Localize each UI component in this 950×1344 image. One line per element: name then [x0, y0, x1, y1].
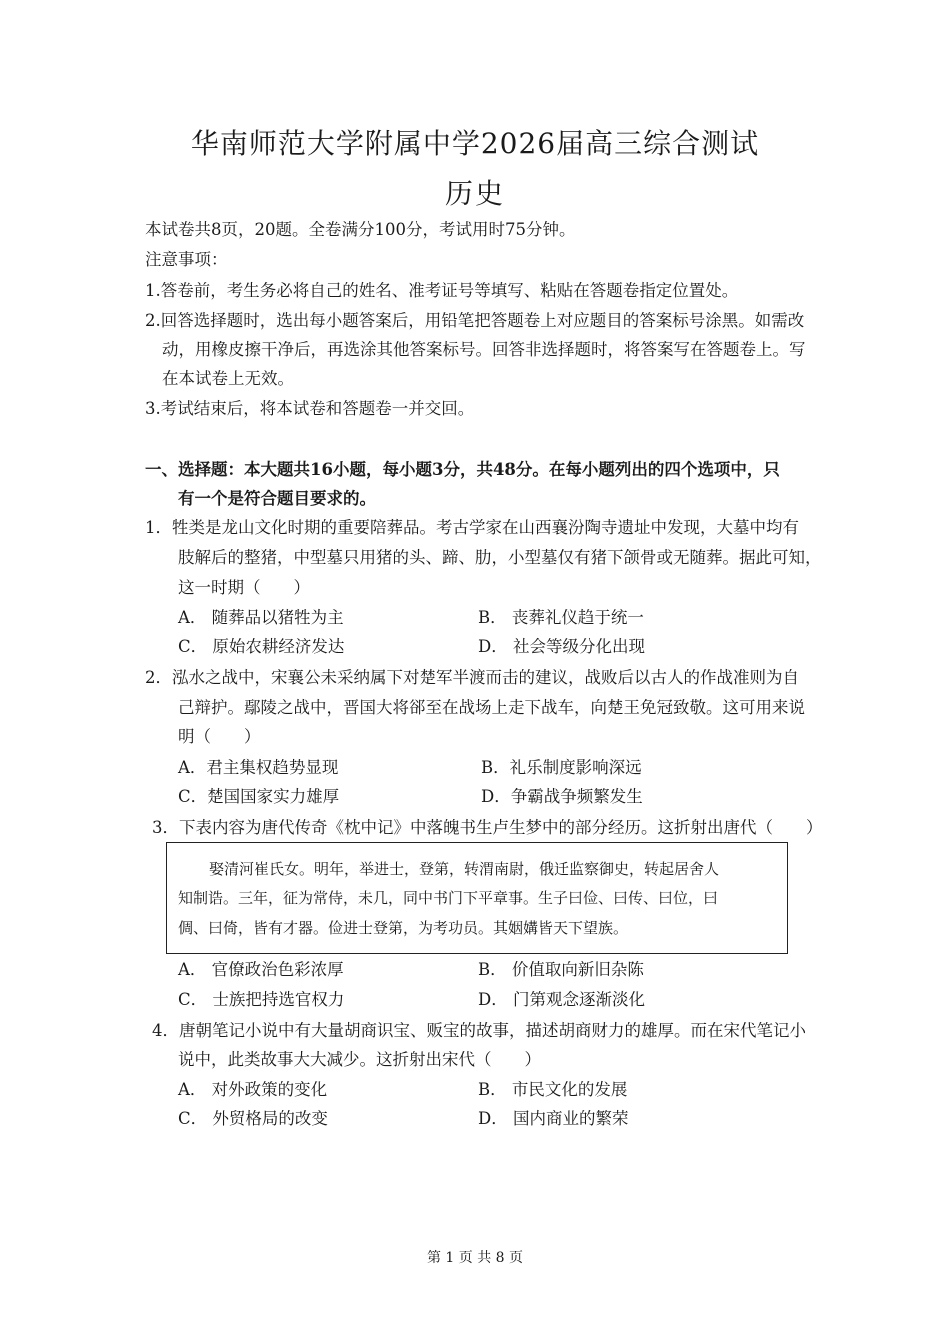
q1-option-b[interactable]: B． 丧葬礼仪趋于统一: [478, 608, 644, 627]
q3-option-d[interactable]: D． 门第观念逐渐淡化: [478, 990, 645, 1009]
q2-option-a[interactable]: A．君主集权趋势显现: [178, 758, 339, 777]
q1-option-a[interactable]: A． 随葬品以猪牲为主: [178, 608, 344, 627]
q3-quote-line-2: 知制诰。三年，征为常侍，未几，同中书门下平章事。生子曰俭、曰传、曰位，曰: [178, 889, 719, 907]
q3-option-c[interactable]: C． 士族把持选官权力: [178, 990, 345, 1009]
q3-quote-line-1: 娶清河崔氏女。明年，举进士，登第，转渭南尉，俄迁监察御史，转起居舍人: [209, 860, 720, 878]
q4-option-c[interactable]: C． 外贸格局的改变: [178, 1109, 328, 1128]
note-2-cont: 动，用橡皮擦干净后，再选涂其他答案标号。回答非选择题时，将答案写在答题卷上。写: [162, 340, 806, 359]
q1-stem-line-2: 肢解后的整猪，中型墓只用猪的头、蹄、肋，小型墓仅有猪下颌骨或无随葬。据此可知，: [178, 548, 822, 567]
q4-stem-line-1: 4．唐朝笔记小说中有大量胡商识宝、贩宝的故事，描述胡商财力的雄厚。而在宋代笔记小: [152, 1021, 806, 1040]
q4-option-a[interactable]: A． 对外政策的变化: [178, 1080, 328, 1099]
subject-title: 历史: [444, 177, 505, 210]
q4-option-b[interactable]: B． 市民文化的发展: [478, 1080, 628, 1099]
q4-stem-line-2: 说中，此类故事大大减少。这折射出宋代（ ）: [178, 1050, 541, 1069]
exam-title: 华南师范大学附属中学2026届高三综合测试: [190, 127, 760, 160]
notes-label: 注意事项：: [145, 250, 228, 269]
note-2: 2.回答选择题时，选出每小题答案后，用铅笔把答题卷上对应题目的答案标号涂黑。如需改: [145, 311, 805, 330]
q2-option-c[interactable]: C．楚国国家实力雄厚: [178, 787, 340, 806]
q1-option-d[interactable]: D． 社会等级分化出现: [478, 637, 645, 656]
q1-stem-line-1: 1．牲类是龙山文化时期的重要陪葬品。考古学家在山西襄汾陶寺遗址中发现，大墓中均有: [145, 518, 799, 537]
q1-option-c[interactable]: C． 原始农耕经济发达: [178, 637, 345, 656]
q3-stem-line-1: 3．下表内容为唐代传奇《枕中记》中落魄书生卢生梦中的部分经历。这折射出唐代（ ）: [152, 818, 823, 837]
q2-stem-line-2: 己辩护。鄢陵之战中，晋国大将郤至在战场上走下战车，向楚王免冠致敬。这可用来说: [178, 698, 805, 717]
q4-option-d[interactable]: D． 国内商业的繁荣: [478, 1109, 629, 1128]
q2-option-b[interactable]: B．礼乐制度影响深远: [481, 758, 642, 777]
q3-option-a[interactable]: A． 官僚政治色彩浓厚: [178, 960, 344, 979]
q2-stem-line-3: 明（ ）: [178, 727, 261, 746]
section-heading: 一、选择题：本大题共16小题，每小题3分，共48分。在每小题列出的四个选项中，只: [145, 460, 780, 479]
q3-quote-line-3: 倜、曰倚，皆有才器。俭进士登第，为考功员。其姻媾皆天下望族。: [178, 919, 629, 937]
section-heading-cont: 有一个是符合题目要求的。: [178, 489, 376, 508]
exam-intro: 本试卷共8页，20题。全卷满分100分，考试用时75分钟。: [145, 220, 576, 239]
note-2-cont2: 在本试卷上无效。: [162, 369, 294, 388]
q2-stem-line-1: 2．泓水之战中，宋襄公未采纳属下对楚军半渡而击的建议，战败后以古人的作战准则为自: [145, 668, 799, 687]
q3-quote-box: [166, 842, 788, 954]
note-3: 3.考试结束后，将本试卷和答题卷一并交回。: [145, 399, 475, 418]
page-footer: 第 1 页 共 8 页: [426, 1250, 524, 1266]
q1-stem-line-3: 这一时期（ ）: [178, 578, 310, 597]
note-1: 1.答卷前，考生务必将自己的姓名、准考证号等填写、粘贴在答题卷指定位置处。: [145, 281, 739, 300]
q2-option-d[interactable]: D．争霸战争频繁发生: [481, 787, 643, 806]
q3-option-b[interactable]: B． 价值取向新旧杂陈: [478, 960, 644, 979]
